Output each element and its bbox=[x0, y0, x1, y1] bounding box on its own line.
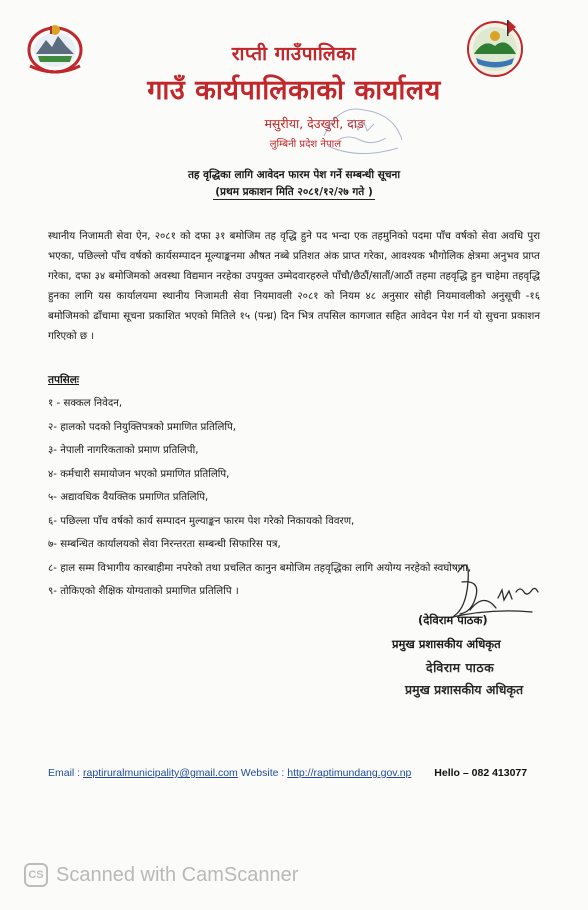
contact-footer bbox=[48, 767, 558, 779]
list-item: ८- हाल सम्म विभागीय कारबाहीमा नपरेको तथा प्रचलित कानुन बमोजिम तहवृद्धिका लागि अयोग्य नरहेको स्वघोषणा, bbox=[48, 562, 472, 574]
list-item: ३- नेपाली नागरिकताको प्रमाण प्रतिलिपी, bbox=[48, 445, 199, 456]
watermark-text: Scanned with CamScanner bbox=[56, 863, 299, 886]
camscanner-logo-icon: CS bbox=[24, 863, 48, 887]
document-list-title: तपसिलः bbox=[48, 374, 80, 386]
phone-number: Hello – 082 413077 bbox=[434, 767, 528, 779]
notice-publication-date bbox=[0, 185, 588, 199]
seal-title: प्रमुख प्रशासकीय अधिकृत bbox=[405, 682, 524, 697]
notice-body: स्थानीय निजामती सेवा ऐन, २०८१ को दफा ३१ बमोजिम तह वृद्धि हुने पद भन्दा एक तहमुनिको पदमा पाँच वर्षको सेवा अवधि पुरा भएका, पछिल्लो पाँच वर्षको कार्यसम्पादन मूल्याङ्कनमा औषत नब्बे प्रतिशत अंक प्राप्त गरेका, आवश्यक भौगोलिक क्षेत्रमा अनुभव प्राप्त गरेका, दफा ३४ बमोजिमको अवस्था विद्यमान नरहेका उपयुक्त उम्मेदवारहरुले पाँचौ/छैठौं/सातौं/आठौं तहमा तहवृद्धि हुन चाहेमा तहवृद्धि हुनका लागि यस कार्यालयमा स्थानीय निजामती सेवा नियमावली २०८१ को नियम ४८ अनुसार सोही नियमावलीको अनुसूची -१६ बमोजिमको ढाँचामा सूचना प्रकाशित भएको मितिले १५ (पन्ध्र) दिन भित्र तपसिल कागजात सहित आवेदन पेश गर्न यो सुचना प्रकाशन गरिएको छ । bbox=[48, 231, 540, 342]
email-label: Email : bbox=[48, 767, 81, 779]
signatory-title: प्रमुख प्रशासकीय अधिकृत bbox=[392, 637, 501, 651]
signatory-name: (देविराम पाठक) bbox=[418, 613, 488, 627]
notice-date-text: (प्रथम प्रकाशन मिति २०८१/१२/२७ गते ) bbox=[215, 186, 373, 198]
list-item: ५- अद्यावधिक वैयक्तिक प्रमाणित प्रतिलिपि, bbox=[48, 492, 209, 503]
website-link[interactable]: http://raptimundang.gov.np bbox=[287, 767, 412, 779]
office-address: मसुरीया, देउखुरी, दाङ bbox=[264, 116, 365, 131]
notice-title: तह वृद्धिका लागि आवेदन फारम पेश गर्ने सम्बन्धी सूचना bbox=[187, 169, 401, 181]
municipality-name: राप्ती गाउँपालिका bbox=[231, 43, 357, 65]
list-item: ६- पछिल्ला पाँच वर्षको कार्य सम्पादन मुल्याङ्कन फारम पेश गरेको निकायको विवरण, bbox=[48, 515, 355, 527]
camscanner-watermark bbox=[24, 862, 298, 888]
seal-name: देविराम पाठक bbox=[426, 660, 495, 675]
list-item: १ - सक्कल निवेदन, bbox=[48, 398, 123, 409]
list-item: ४- कर्मचारी समायोजन भएको प्रमाणित प्रतिलिपि, bbox=[48, 468, 230, 480]
website-label: Website : bbox=[240, 767, 285, 779]
office-name: गाउँ कार्यपालिकाको कार्यालय bbox=[147, 75, 441, 106]
list-item: २- हालको पदको नियुक्तिपत्रको प्रमाणित प्रतिलिपि, bbox=[48, 421, 237, 433]
province-name: लुम्बिनी प्रदेश नेपाल bbox=[269, 139, 341, 150]
office-stamp-icon bbox=[318, 96, 410, 166]
list-item: ७- सम्बन्धित कार्यालयको सेवा निरन्तरता सम्बन्धी सिफारिस पत्र, bbox=[48, 539, 281, 550]
list-item: ९- तोकिएको शैक्षिक योग्यताको प्रमाणित प्रतिलिपि । bbox=[48, 586, 239, 597]
email-link[interactable]: raptiruralmunicipality@gmail.com bbox=[83, 767, 238, 779]
